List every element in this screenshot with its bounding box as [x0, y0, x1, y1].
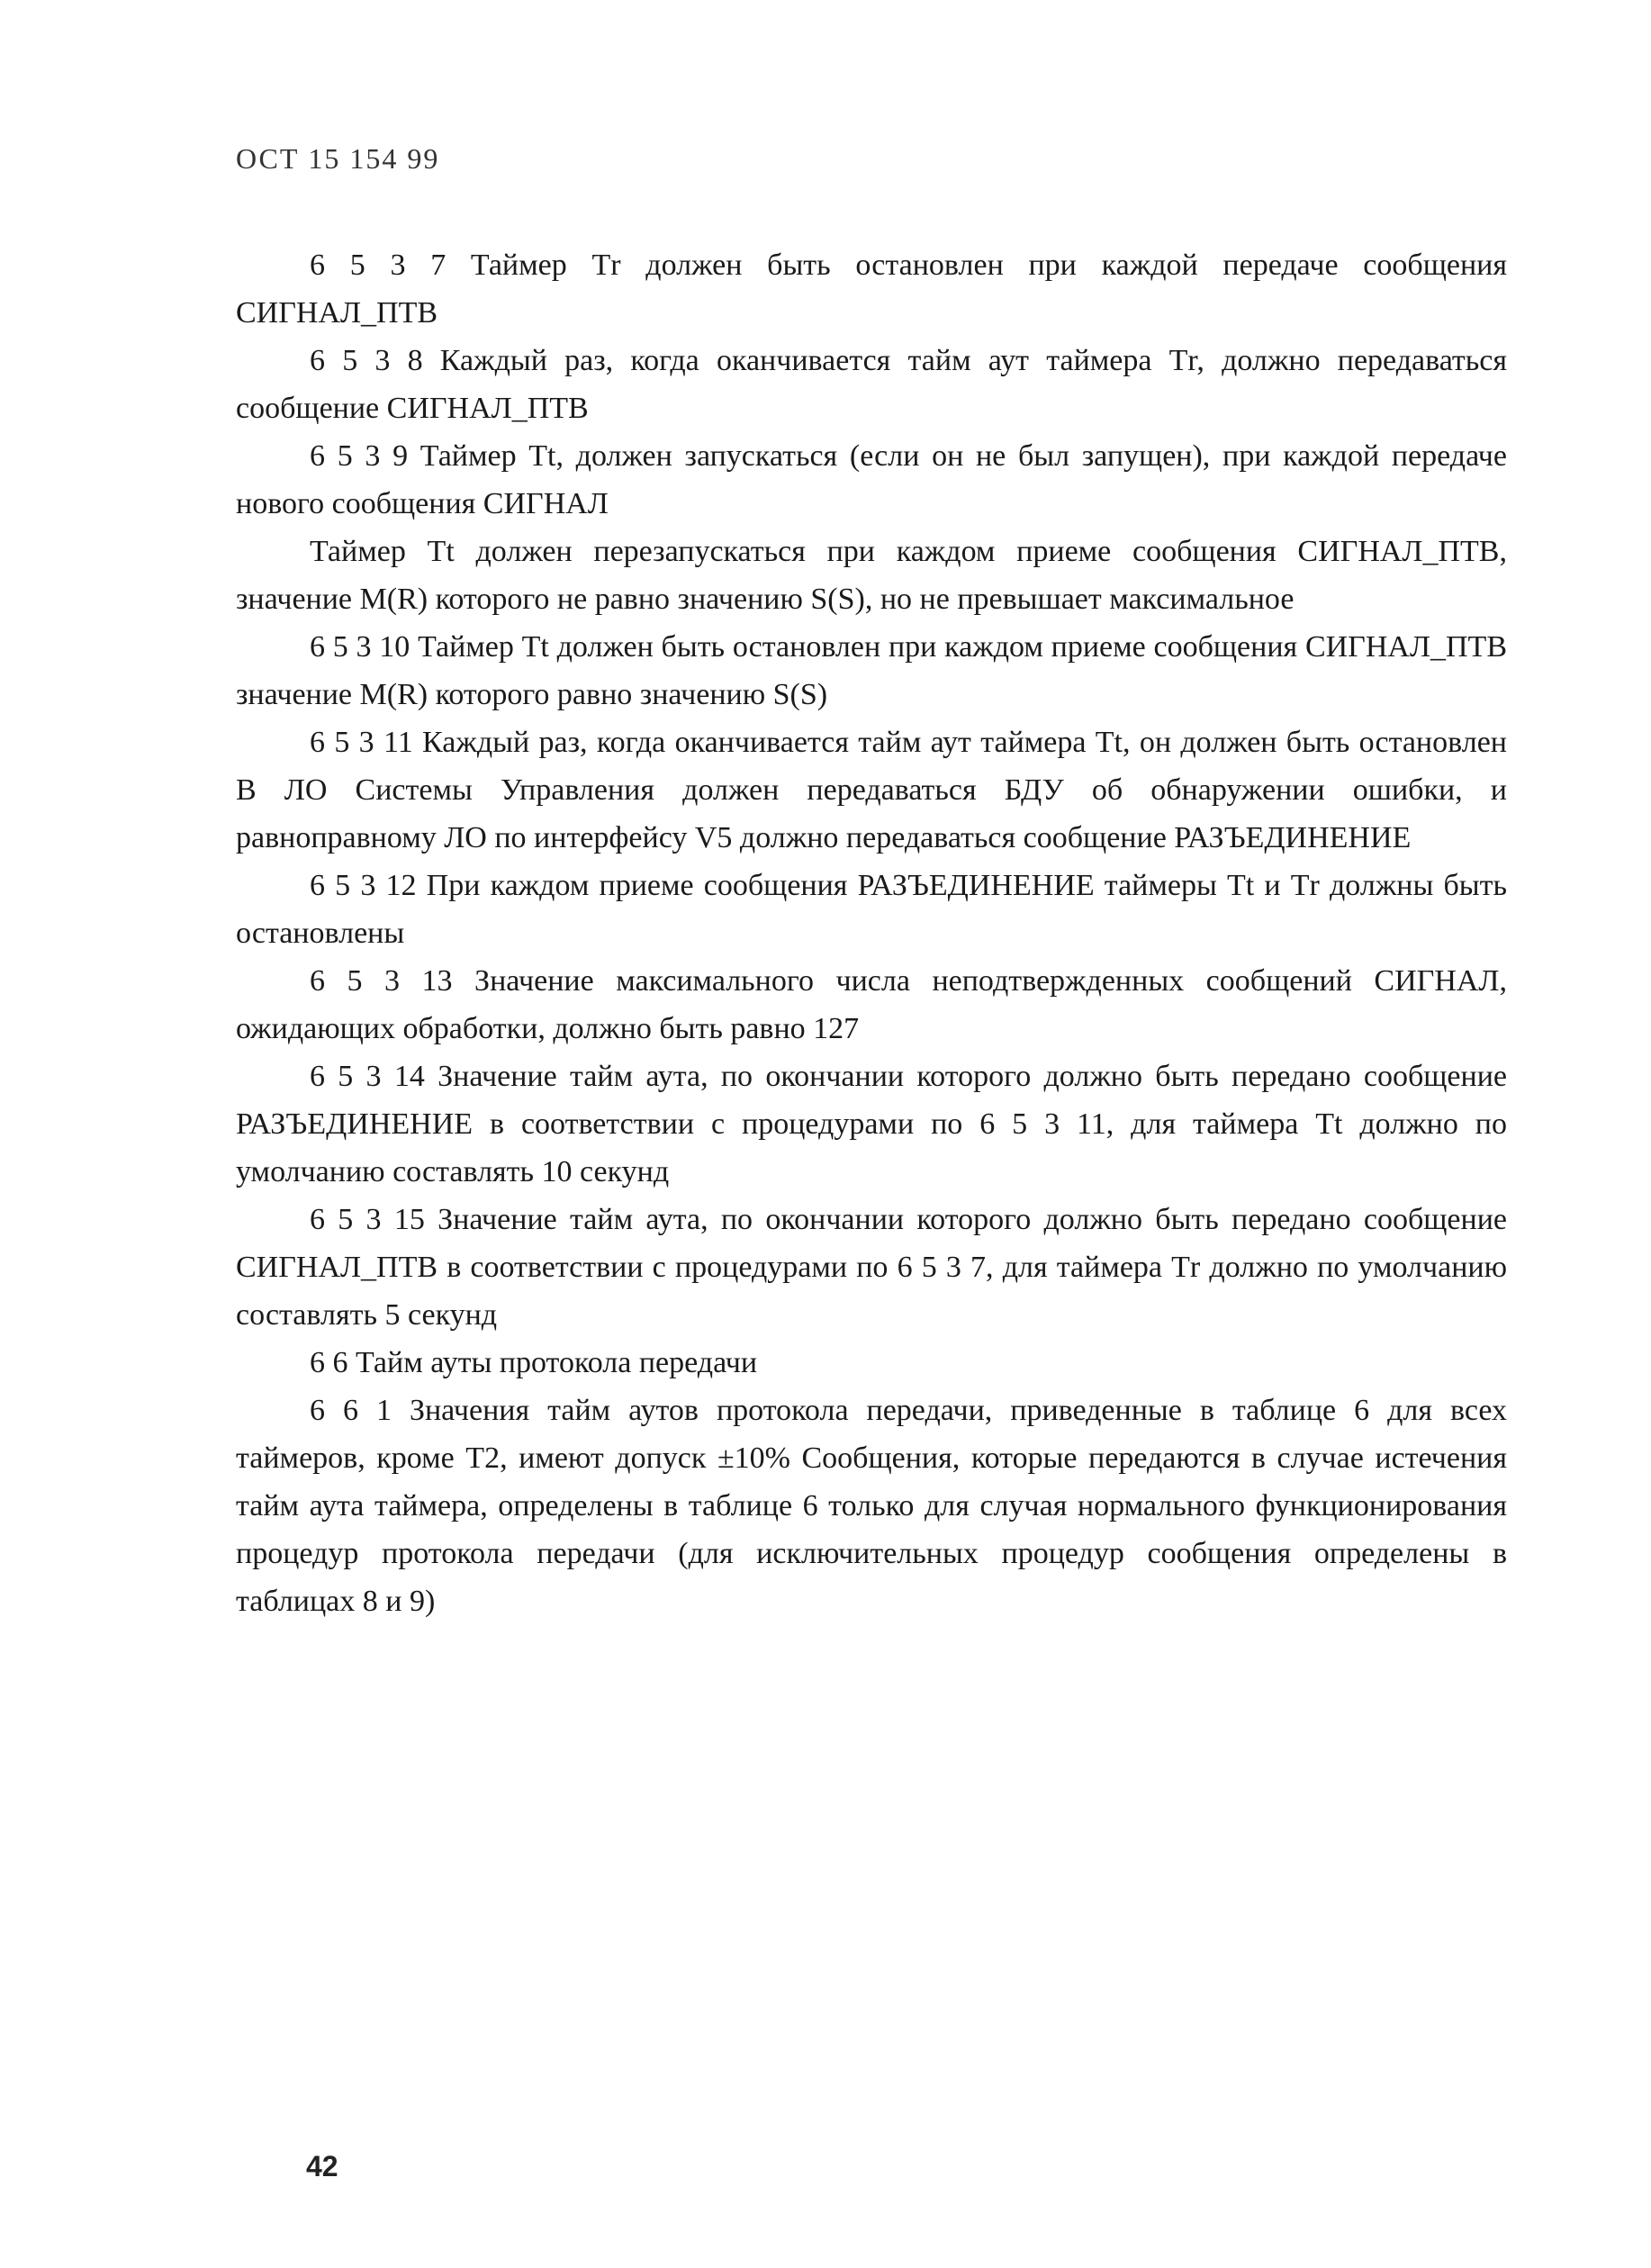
- section-heading-6-6: 6 6 Тайм ауты протокола передачи: [310, 1346, 758, 1379]
- paragraph-6-5-3-11: 6 5 3 11 Каждый раз, когда оканчивается тайм аут таймера Тt, он должен быть остановлен В ЛО Системы Управления должен передаваться БДУ об обнаружении ошибки, и равноправному ЛО по интерфейсу V5 должно передаваться сообщение РАЗЪЕДИНЕНИЕ: [236, 726, 1507, 854]
- paragraph-6-5-3-13: 6 5 3 13 Значение максимального числа неподтвержденных сообщений СИГНАЛ, ожидающих обработки, должно быть равно 127: [236, 964, 1507, 1045]
- document-code-header: ОСТ 15 154 99: [236, 142, 440, 175]
- paragraph-6-6-1: 6 6 1 Значения тайм аутов протокола передачи, приведенные в таблице 6 для всех таймеров, кроме Т2, имеют допуск ±10% Сообщения, которые передаются в случае истечения тайм аута таймера, определены в таблице 6 только для случая нормального функционирования процедур протокола передачи (для исключительных процедур сообщения определены в таблицах 8 и 9): [236, 1394, 1507, 1618]
- paragraph-6-5-3-9: 6 5 3 9 Таймер Тt, должен запускаться (если он не был запущен), при каждой передаче нового сообщения СИГНАЛ: [236, 439, 1507, 520]
- paragraph-6-5-3-12: 6 5 3 12 При каждом приеме сообщения РАЗЪЕДИНЕНИЕ таймеры Тt и Тr должны быть остановлены: [236, 869, 1507, 950]
- paragraph-timer-restart: Таймер Тt должен перезапускаться при каждом приеме сообщения СИГНАЛ_ПТВ, значение М(R) которого не равно значению S(S), но не превышает максимальное: [236, 535, 1507, 616]
- paragraph-6-5-3-15: 6 5 3 15 Значение тайм аута, по окончании которого должно быть передано сообщение СИГНАЛ_ПТВ в соответствии с процедурами по 6 5 3 7, для таймера Тr должно по умолчанию составлять 5 секунд: [236, 1203, 1507, 1332]
- page-number: 42: [306, 2150, 338, 2182]
- paragraph-6-5-3-10: 6 5 3 10 Таймер Тt должен быть остановлен при каждом приеме сообщения СИГНАЛ_ПТВ значение М(R) которого равно значению S(S): [236, 630, 1507, 711]
- paragraph-6-5-3-14: 6 5 3 14 Значение тайм аута, по окончании которого должно быть передано сообщение РАЗЪЕДИНЕНИЕ в соответствии с процедурами по 6 5 3 11, для таймера Тt должно по умолчанию составлять 10 секунд: [236, 1060, 1507, 1188]
- paragraph-6-5-3-8: 6 5 3 8 Каждый раз, когда оканчивается тайм аут таймера Тr, должно передаваться сообщение СИГНАЛ_ПТВ: [236, 344, 1507, 425]
- paragraph-6-5-3-7: 6 5 3 7 Таймер Тr должен быть остановлен при каждой передаче сообщения СИГНАЛ_ПТВ: [236, 248, 1507, 330]
- body-text: [236, 241, 1507, 1625]
